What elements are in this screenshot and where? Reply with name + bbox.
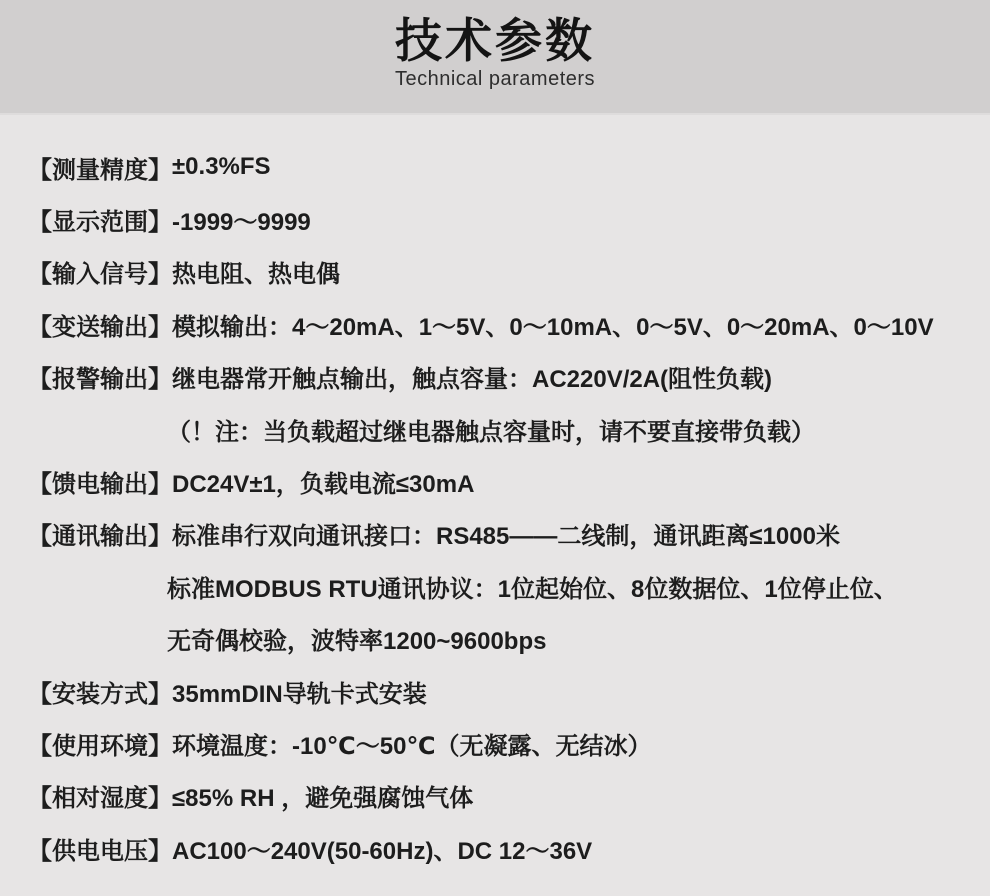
spec-sheet [0,113,990,896]
spec-label: 【供电电压】 [28,837,172,865]
spec-label: 【通讯输出】 [28,523,172,551]
spec-value: ≤85% RH ，避免强腐蚀气体 [172,785,474,813]
spec-row-environment [28,717,974,769]
spec-value: （！注：当负载超过继电器触点容量时，请不要直接带负载） [167,418,815,446]
spec-value: 环境温度：-10℃～50℃（无凝露、无结冰） [172,732,652,760]
spec-value: 标准MODBUS RTU通讯协议：1位起始位、8位数据位、1位停止位、 [167,575,898,603]
spec-label: 【变送输出】 [28,313,172,341]
spec-label: 【显示范围】 [28,209,172,237]
spec-row-comm-output-line2 [28,560,974,612]
spec-label: 【使用环境】 [28,732,172,760]
page-header [0,0,990,113]
spec-label: 【安装方式】 [28,680,172,708]
spec-row-alarm-output-note [28,403,974,455]
spec-row-alarm-output [28,351,974,403]
spec-row-feed-output [28,455,974,507]
spec-row-measure-accuracy [28,141,974,193]
spec-row-display-range [28,193,974,245]
spec-label: 【输入信号】 [28,261,172,289]
spec-value: 无奇偶校验，波特率1200~9600bps [167,628,547,656]
spec-row-comm-output-line3 [28,613,974,665]
spec-row-humidity [28,770,974,822]
spec-label: 【馈电输出】 [28,471,172,499]
page-title: 技术参数 [395,14,595,67]
spec-label: 【测量精度】 [28,156,172,184]
spec-value: 模拟输出：4～20mA、1～5V、0～10mA、0～5V、0～20mA、0～10V [172,313,934,341]
spec-value: 继电器常开触点输出，触点容量：AC220V/2A(阻性负载) [172,366,773,394]
spec-row-power-supply [28,822,974,874]
spec-value: 热电阻、热电偶 [172,261,340,289]
spec-value: AC100～240V(50-60Hz)、DC 12～36V [172,837,593,865]
spec-row-input-signal [28,246,974,298]
spec-value: 标准串行双向通讯接口：RS485——二线制，通讯距离≤1000米 [172,523,840,551]
page-subtitle: Technical parameters [394,67,596,90]
spec-value: -1999～9999 [172,209,311,237]
spec-row-mounting [28,665,974,717]
spec-value: ±0.3%FS [172,153,271,181]
spec-row-transmit-output [28,298,974,350]
spec-row-comm-output [28,508,974,560]
spec-label: 【相对湿度】 [28,785,172,813]
spec-value: 35mmDIN导轨卡式安装 [172,680,427,708]
spec-value: DC24V±1，负载电流≤30mA [172,471,475,499]
spec-rows [0,115,990,874]
spec-label: 【报警输出】 [28,366,172,394]
